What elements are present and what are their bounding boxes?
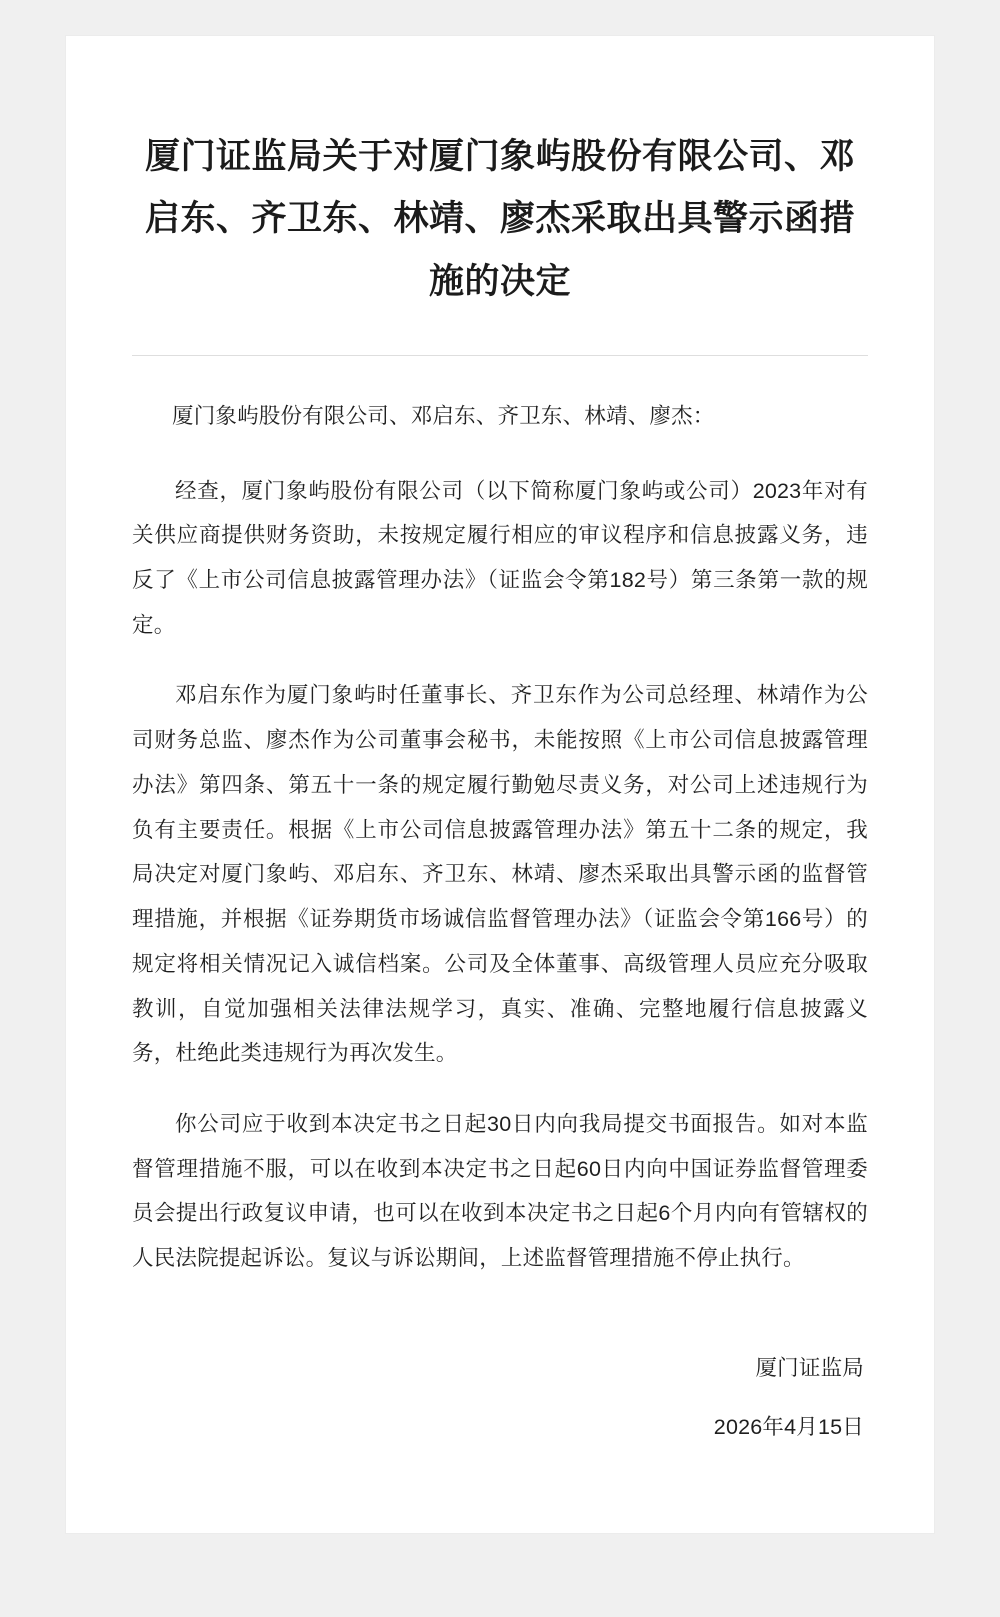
paragraph-3: 你公司应于收到本决定书之日起30日内向我局提交书面报告。如对本监督管理措施不服，可以在收到本决定书之日起60日内向中国证券监督管理委员会提出行政复议申请，也可以在收到本决定书之日起6个月内向有管辖权的人民法院提起诉讼。复议与诉讼期间，上述监督管理措施不停止执行。 bbox=[132, 1111, 868, 1271]
document-page bbox=[66, 36, 934, 1533]
signature-issuer: 厦门证监局 bbox=[755, 1355, 864, 1380]
signature-date: 2026年4月15日 bbox=[713, 1414, 864, 1439]
paragraph-1: 经查，厦门象屿股份有限公司（以下简称厦门象屿或公司）2023年对有关供应商提供财务资助，未按规定履行相应的审议程序和信息披露义务，违反了《上市公司信息披露管理办法》（证监会令第182号）第三条第一款的规定。 bbox=[132, 478, 868, 637]
salutation: 厦门象屿股份有限公司、邓启东、齐卫东、林靖、廖杰： bbox=[172, 403, 715, 428]
title-divider bbox=[132, 355, 868, 356]
signature-block bbox=[132, 1347, 868, 1449]
paragraph-2: 邓启东作为厦门象屿时任董事长、齐卫东作为公司总经理、林靖作为公司财务总监、廖杰作为公司董事会秘书，未能按照《上市公司信息披露管理办法》第四条、第五十一条的规定履行勤勉尽责义务，对公司上述违规行为负有主要责任。根据《上市公司信息披露管理办法》第五十二条的规定，我局决定对厦门象屿、邓启东、齐卫东、林靖、廖杰采取出具警示函的监督管理措施，并根据《证券期货市场诚信监督管理办法》（证监会令第166号）的规定将相关情况记入诚信档案。公司及全体董事、高级管理人员应充分吸取教训，自觉加强相关法律法规学习，真实、准确、完整地履行信息披露义务，杜绝此类违规行为再次发生。 bbox=[132, 683, 868, 1066]
document-body bbox=[132, 394, 868, 1307]
page-title: 厦门证监局关于对厦门象屿股份有限公司、邓启东、齐卫东、林靖、廖杰采取出具警示函措施的决定 bbox=[144, 137, 855, 301]
